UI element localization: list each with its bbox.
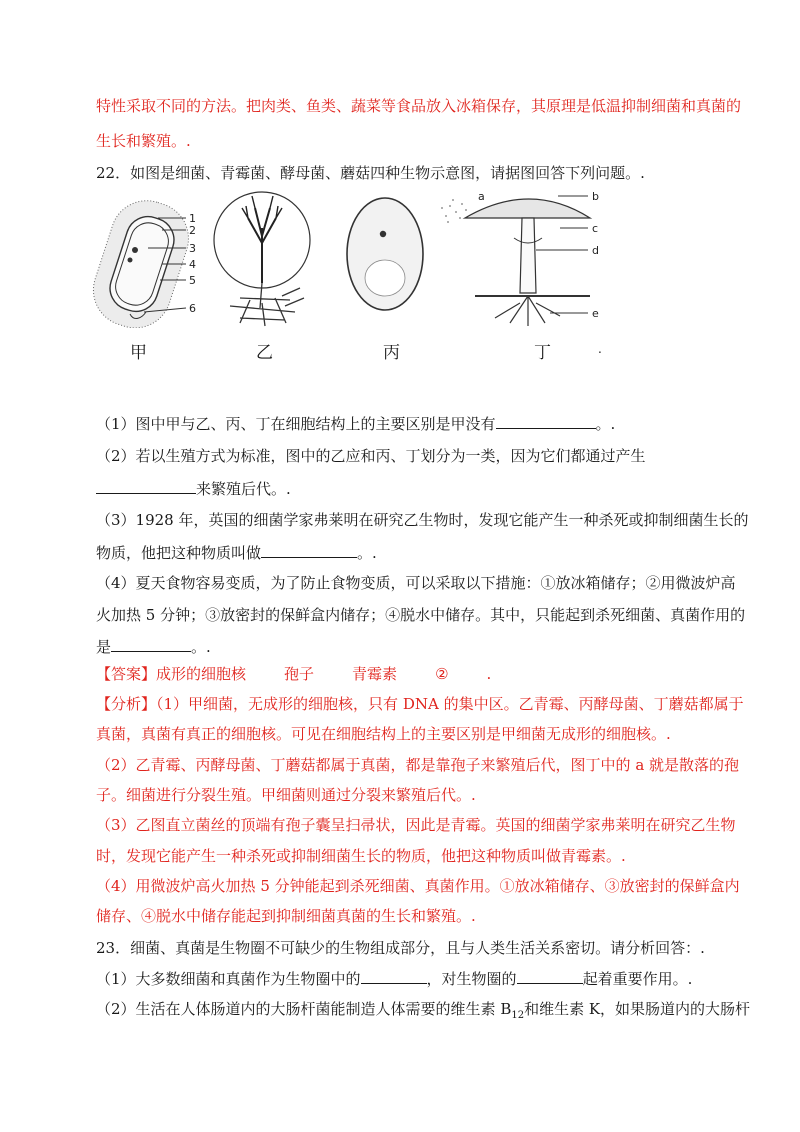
label-e: e [592,307,599,320]
question-22-2-cont: 来繁殖后代。. [96,478,291,499]
question-22-2: （2）若以生殖方式为标准，图中的乙应和丙、丁划分为一类，因为它们都通过产生 [96,447,646,465]
label-3: 3 [189,242,196,255]
label-d: d [592,244,599,257]
trailing-dot: . [598,342,602,356]
label-c: c [592,222,599,235]
question-22-3: （3）1928 年，英国的细菌学家弗莱明在研究乙生物时，发现它能产生一种杀死或抑制细菌生长的 [96,511,749,529]
answer-blank[interactable] [261,542,357,558]
question-22-title: 22．如图是细菌、青霉菌、酵母菌、蘑菇四种生物示意图，请据图回答下列问题。. [96,164,645,182]
label-a: a [478,190,485,203]
question-22-1: （1）图中甲与乙、丙、丁在细胞结构上的主要区别是甲没有 。. [96,415,616,433]
question-23-1: （1）大多数细菌和真菌作为生物圈中的 ，对生物圈的 起着重要作用。. [96,970,693,988]
answer-2: 孢子 [284,665,315,683]
answer-label: 【答案】 [96,665,157,683]
analysis-line: 真菌，真菌有真正的细胞核。可见在细胞结构上的主要区别是甲细菌无成形的细胞核。. [96,725,671,743]
answer-text-line: 特性采取不同的方法。把肉类、鱼类、蔬菜等食品放入冰箱保存，其原理是低温抑制细菌和真菌的 [96,97,742,115]
answer-blank[interactable] [361,968,427,984]
organism-illustrations [90,188,630,328]
answer-blank[interactable] [517,968,583,984]
label-2: 2 [189,224,196,237]
analysis-line: 时，发现它能产生一种杀死或抑制细菌生长的物质，他把这种物质叫做青霉素。. [96,847,626,865]
caption-yi: 乙 [256,343,273,363]
analysis-line: （3）乙图直立菌丝的顶端有孢子囊呈扫帚状，因此是青霉。英国的细菌学家弗莱明在研究乙生物 [96,816,736,834]
penicillium-drawing [214,192,310,326]
answer-4: ② [435,665,449,683]
label-6: 6 [189,302,196,315]
question-22-4-end: 是 。. [96,638,211,656]
answer-blank[interactable] [96,478,196,494]
question-22-4-cont: 火加热 5 分钟；③放密封的保鲜盒内储存；④脱水中储存。其中，只能起到杀死细菌、真菌作用的 [96,606,746,624]
answer-line [96,664,491,684]
label-b: b [592,190,599,203]
answer-text-line: 生长和繁殖。. [96,132,191,150]
caption-jia: 甲 [130,343,147,363]
analysis-line: （2）乙青霉、丙酵母菌、丁蘑菇都属于真菌，都是靠孢子来繁殖后代，图丁中的 a 就是散落的孢 [96,756,740,774]
answer-blank[interactable] [496,413,596,429]
question-23-2: （2）生活在人体肠道内的大肠杆菌能制造人体需要的维生素 $B_{12}$和维生素 K，如果肠道内的大肠杆 [96,1000,751,1021]
analysis-line: 储存、④脱水中储存能起到抑制细菌真菌的生长和繁殖。. [96,907,476,925]
question-23-title: 23．细菌、真菌是生物圈不可缺少的生物组成部分，且与人类生活关系密切。请分析回答：. [96,939,705,957]
yeast-drawing [347,198,423,310]
answer-3: 青霉素 [352,665,398,683]
answer-1: 成形的细胞核 [156,665,247,683]
organism-figure [90,188,630,328]
analysis-line: 【分析】（1）甲细菌，无成形的细胞核，只有 DNA 的集中区。乙青霉、丙酵母菌、丁蘑菇都属于 [96,695,744,713]
label-1: 1 [189,212,196,225]
answer-blank[interactable] [111,636,191,652]
question-22-3-cont: 物质，他把这种物质叫做 。. [96,544,377,562]
answer-end: . [486,665,492,683]
label-4: 4 [189,258,196,271]
question-22-4: （4）夏天食物容易变质，为了防止食物变质，可以采取以下措施：①放冰箱储存；②用微波炉高 [96,574,736,592]
mushroom-drawing [441,196,590,326]
bacterium-drawing [90,191,198,328]
analysis-line: （4）用微波炉高火加热 5 分钟能起到杀死细菌、真菌作用。①放冰箱储存、③放密封的保鲜盒内 [96,877,740,895]
caption-ding: 丁 [534,343,551,363]
analysis-line: 子。细菌进行分裂生殖。甲细菌则通过分裂来繁殖后代。. [96,786,476,804]
caption-bing: 丙 [383,343,400,363]
label-5: 5 [189,274,196,287]
